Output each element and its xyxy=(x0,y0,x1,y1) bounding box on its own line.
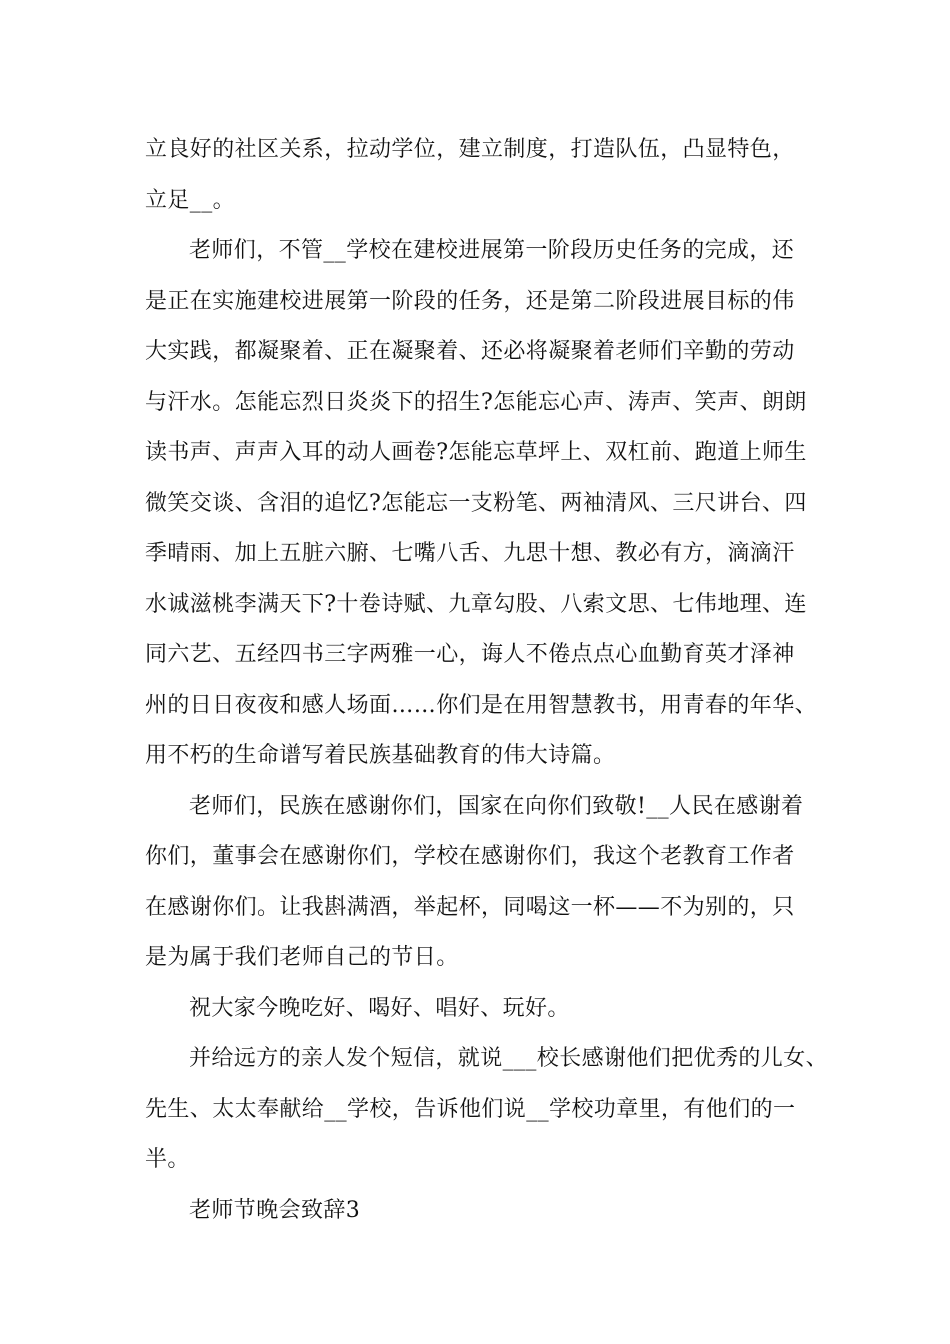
text-line: 大实践，都凝聚着、正在凝聚着、还必将凝聚着老师们辛勤的劳动 xyxy=(145,339,795,364)
text-line: 立足__。 xyxy=(145,187,236,213)
paragraph-start-line: 老师们，民族在感谢你们，国家在向你们致敬!__人民在感谢着 xyxy=(189,793,804,819)
text-line: 同六艺、五经四书三字两雅一心，诲人不倦点点心血勤育英才泽神 xyxy=(145,642,795,667)
text-line: 半。 xyxy=(145,1147,190,1172)
text-line: 微笑交谈、含泪的追忆?怎能忘一支粉笔、两袖清风、三尺讲台、四 xyxy=(145,490,807,516)
text-line: 先生、太太奉献给__学校，告诉他们说__学校功章里，有他们的一 xyxy=(145,1096,796,1122)
text-line: 水诚滋桃李满天下?十卷诗赋、九章勾股、八索文思、七伟地理、连 xyxy=(145,591,807,617)
text-line: 你们，董事会在感谢你们，学校在感谢你们，我这个老教育工作者 xyxy=(145,844,795,869)
text-line: 立良好的社区关系，拉动学位，建立制度，打造队伍，凸显特色， xyxy=(145,137,795,162)
section-heading: 老师节晚会致辞3 xyxy=(189,1197,361,1223)
text-line: 州的日日夜夜和感人场面……你们是在用智慧教书，用青春的年华、 xyxy=(145,692,818,718)
text-line: 是正在实施建校进展第一阶段的任务，还是第二阶段进展目标的伟 xyxy=(145,288,795,314)
paragraph-start-line: 老师们，不管__学校在建校进展第一阶段历史任务的完成，还 xyxy=(189,238,795,263)
text-line: 季晴雨、加上五脏六腑、七嘴八舌、九思十想、教必有方，滴滴汗 xyxy=(145,541,795,566)
text-line: 与汗水。怎能忘烈日炎炎下的招生?怎能忘心声、涛声、笑声、朗朗 xyxy=(145,389,807,415)
text-line: 读书声、声声入耳的动人画卷?怎能忘草坪上、双杠前、跑道上师生 xyxy=(145,440,807,465)
text-line: 用不朽的生命谱写着民族基础教育的伟大诗篇。 xyxy=(145,743,616,768)
text-line: 是为属于我们老师自己的节日。 xyxy=(145,945,459,970)
document-body xyxy=(145,125,835,1236)
paragraph-start-line: 祝大家今晚吃好、喝好、唱好、玩好。 xyxy=(189,995,570,1021)
paragraph-start-line: 并给远方的亲人发个短信，就说___校长感谢他们把优秀的儿女、 xyxy=(189,1046,829,1071)
text-line: 在感谢你们。让我斟满酒，举起杯，同喝这一杯——不为别的，只 xyxy=(145,894,795,920)
